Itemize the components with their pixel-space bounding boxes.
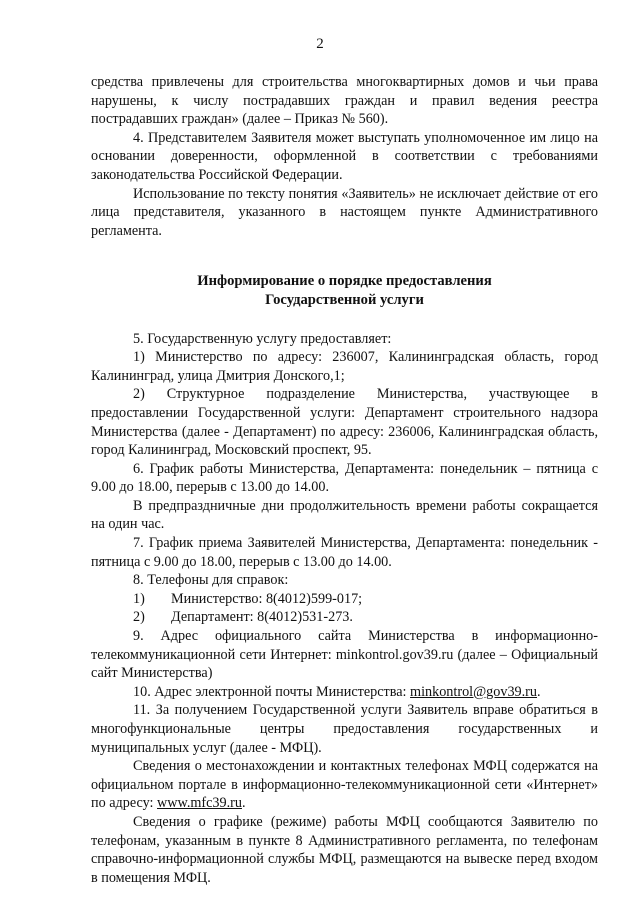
list-text: Департамент: 8(4012)531-273. bbox=[171, 609, 353, 626]
paragraph-applicant-definition: Использование по тексту понятия «Заявитель» не исключает действие от его лица представителя, указанного в настоящем пункте Административного регламента. bbox=[91, 185, 598, 239]
paragraph-8: 8. Телефоны для справок: bbox=[133, 572, 289, 589]
paragraph-4: 4. Представителем Заявителя может выступать уполномоченное им лицо на основании доверенности, оформленной в соответствии с требованиями законодательства Российской Федерации. bbox=[91, 129, 598, 183]
section-heading bbox=[91, 272, 598, 309]
paragraph-mfc-info bbox=[91, 757, 598, 813]
paragraph-10 bbox=[91, 683, 598, 702]
paragraph-6-holiday: В предпраздничные дни продолжительность времени работы сокращается на один час. bbox=[91, 497, 598, 533]
list-number: 1) bbox=[133, 590, 145, 607]
paragraph-5: 5. Государственную услугу предоставляет: bbox=[133, 330, 392, 347]
phone-list-item bbox=[91, 608, 598, 627]
email-link[interactable]: minkontrol@gov39.ru bbox=[410, 683, 538, 700]
punctuation: . bbox=[241, 795, 246, 812]
list-text: Министерство: 8(4012)599-017; bbox=[171, 590, 363, 607]
mfc-info-text: Сведения о местонахождении и контактных телефонах МФЦ содержатся на официальном портале в информационно-телекоммуникационной сети «Интернет» по адресу: bbox=[91, 758, 598, 812]
punctuation: . bbox=[537, 683, 541, 700]
document-body bbox=[91, 73, 598, 887]
paragraph-11: 11. За получением Государственной услуги Заявитель вправе обратиться в многофункциональные центры предоставления государственных и муниципальных услуг (далее - МФЦ). bbox=[91, 702, 598, 756]
mfc-website-link[interactable]: www.mfc39.ru bbox=[157, 795, 242, 812]
email-label: 10. Адрес электронной почты Министерства: bbox=[133, 683, 411, 700]
paragraph-9: 9. Адрес официального сайта Министерства в информационно-телекоммуникационной сети Интернет: minkontrol.gov39.ru (далее – Официальный сайт Министерства) bbox=[91, 628, 598, 682]
section-heading-line-1: Информирование о порядке предоставления bbox=[197, 273, 492, 290]
paragraph-continuation: средства привлечены для строительства многоквартирных домов и чьи права нарушены, к числу пострадавших граждан и правил ведения реестра пострадавших граждан» (далее – Приказ № 560). bbox=[91, 74, 598, 128]
paragraph-6: 6. График работы Министерства, Департамента: понедельник – пятница с 9.00 до 18.00, перерыв с 13.00 до 14.00. bbox=[91, 460, 598, 496]
section-heading-line-2: Государственной услуги bbox=[265, 291, 424, 308]
phone-list-item bbox=[91, 590, 598, 609]
paragraph-7: 7. График приема Заявителей Министерства, Департамента: понедельник - пятница с 9.00 до 18.00, перерыв с 13.00 до 14.00. bbox=[91, 535, 598, 570]
list-number: 2) bbox=[133, 609, 145, 626]
paragraph-5-1: 1) Министерство по адресу: 236007, Калининградская область, город Калининград, улица Дмитрия Донского,1; bbox=[91, 349, 598, 384]
paragraph-mfc-schedule: Сведения о графике (режиме) работы МФЦ сообщаются Заявителю по телефонам, указанным в пункте 8 Административного регламента, по телефонам справочно-информационной службы МФЦ, размещаются на вывеске перед входом в помещения МФЦ. bbox=[91, 813, 598, 886]
page-number: 2 bbox=[316, 36, 324, 52]
paragraph-5-2: 2) Структурное подразделение Министерства, участвующее в предоставлении Государственной услуги: Департамент строительного надзора Министерства (далее - Департамент) по адресу: 236006, Калининградская область, город Калининград, Московский проспект, 95. bbox=[91, 386, 598, 459]
